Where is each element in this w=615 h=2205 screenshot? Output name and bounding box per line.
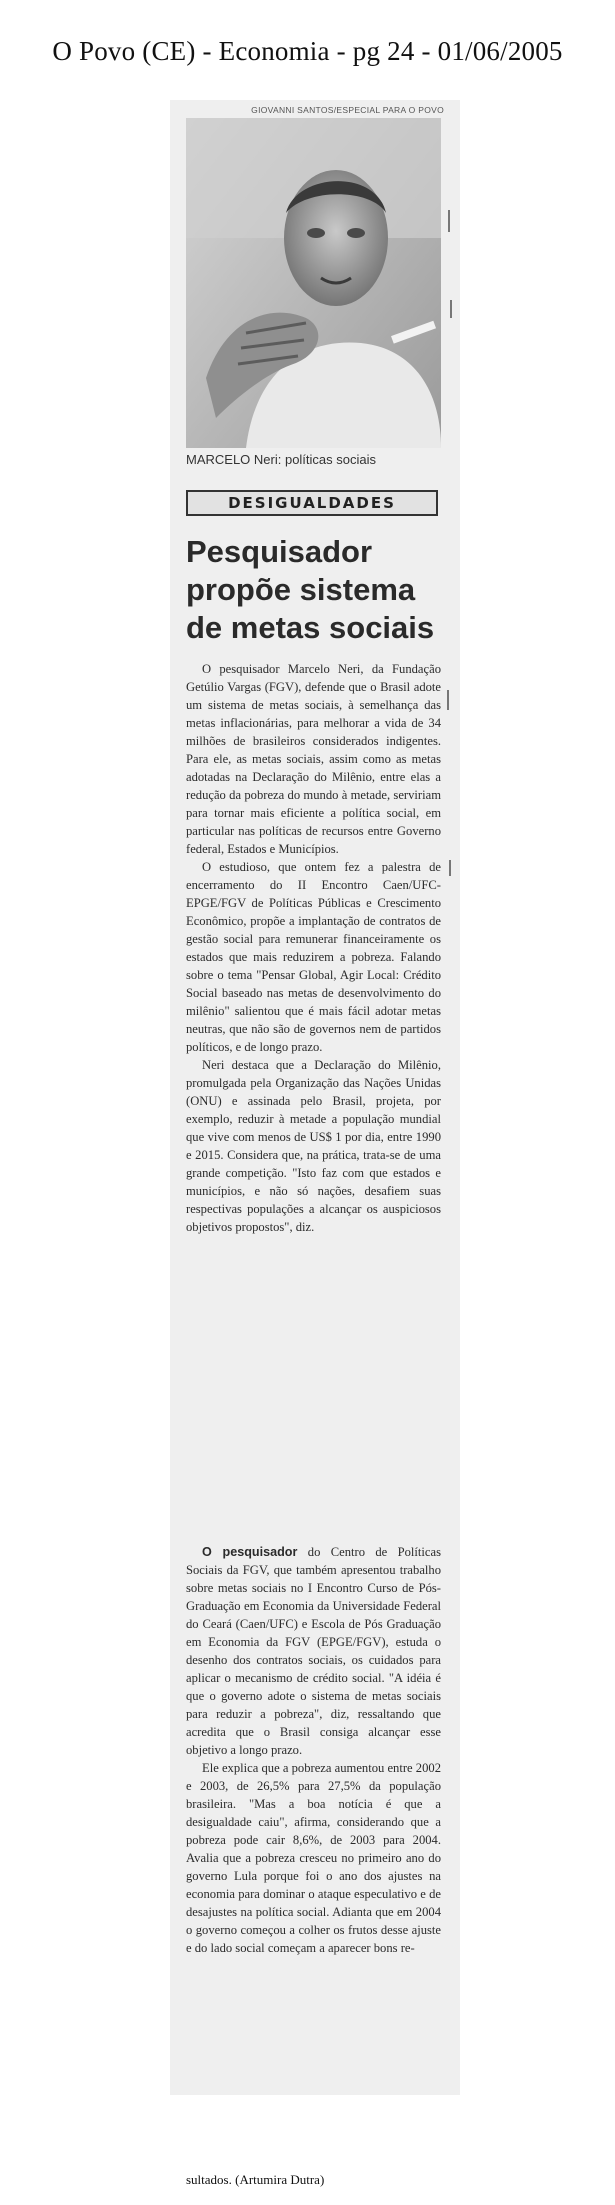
portrait-photo-image [186,118,441,448]
article-paragraph: Ele explica que a pobreza aumentou entre 2002 e 2003, de 26,5% para 27,5% da população brasileira. "Mas a boa notícia é que a desigualdade caiu", afirma, considerando que a pobreza pode cair 8,6%, de 2003 para 2004. Avalia que a pobreza cresceu no primeiro ano do governo Lula porque foi o ano dos ajustes na economia para dominar o ataque especulativo e de desajustes na política social. Adianta que em 2004 o governo começou a colher os frutos desse ajuste e do lado social começam a aparecer bons re- [186,1761,441,1955]
article-signature: sultados. (Artumira Dutra) [186,2172,325,2187]
scan-edge-mark [449,860,451,876]
portrait-photo [186,118,441,448]
lead-paragraph-text: do Centro de Políticas Sociais da FGV, que também apresentou trabalho sobre metas sociais no I Encontro Curso de Pós-Graduação em Economia da Universidade Federal do Ceará (Caen/UFC) e Escola de Pós Graduação em Economia da FGV (EPGE/FGV), estuda o desenho dos contratos sociais, os cuidados para aplicar o mecanismo de crédito social. "A idéia é que o governo adote o sistema de metas sociais para reduzir a pobreza", diz, ressaltando que acredita que o Brasil consiga alcançar esse objetivo a longo prazo. [186,1545,441,1757]
lead-in: O pesquisador [202,1545,298,1559]
article-paragraph: O pesquisador Marcelo Neri, da Fundação Getúlio Vargas (FGV), defende que o Brasil adote um sistema de metas sociais, à semelhança das metas inflacionárias, para melhorar a vida de 34 milhões de brasileiros considerados indigentes. Para ele, as metas sociais, assim como as metas adotadas na Declaração do Milênio, entre elas a redução da pobreza do mundo à metade, serviriam para tornar mais eficiente a política social, em particular nas políticas de recursos entre Governo federal, Estados e Municípios. [186,662,441,856]
scan-edge-mark [448,210,450,232]
photo-caption: MARCELO Neri: políticas sociais [186,452,376,467]
scan-edge-mark [447,690,449,710]
scan-edge-mark [450,300,452,318]
article-body [186,660,441,1236]
page-header: O Povo (CE) - Economia - pg 24 - 01/06/2005 [52,36,563,66]
article-body-continued [186,1543,441,1957]
headline-line-1: Pesquisador [186,534,373,569]
article-paragraph: Neri destaca que a Declaração do Milênio, promulgada pela Organização das Nações Unidas (ONU) e assinada pelo Brasil, projeta, por exemplo, reduzir à metade a população mundial que vive com menos de US$ 1 por dia, entre 1990 e 2015. Considera que, na prática, trata-se de uma grande competição. "Isto faz com que estados e municípios, e não só nações, desafiem suas respectivas populações a alcançar os auspiciosos objetivos propostos", diz. [186,1058,441,1234]
section-kicker: DESIGUALDADES [186,490,438,516]
article-paragraph: O estudioso, que ontem fez a palestra de encerramento do II Encontro Caen/UFC-EPGE/FGV de Políticas Públicas e Crescimento Econômico, propõe a implantação de contratos de gestão social para remunerar financeiramente os estados que mais reduzirem a pobreza. Falando sobre o tema "Pensar Global, Agir Local: Crédito Social baseado nas metas de desenvolvimento do milênio" salientou que é mais fácil adotar metas neutras, que não são de governos nem de partidos políticos, e de longo prazo. [186,860,441,1054]
photo-credit: GIOVANNI SANTOS/ESPECIAL PARA O POVO [251,105,444,115]
headline-line-2: propõe sistema [186,572,416,607]
headline-line-3: de metas sociais [186,610,435,645]
article-headline [186,533,441,647]
article-paragraph [186,1543,441,1759]
